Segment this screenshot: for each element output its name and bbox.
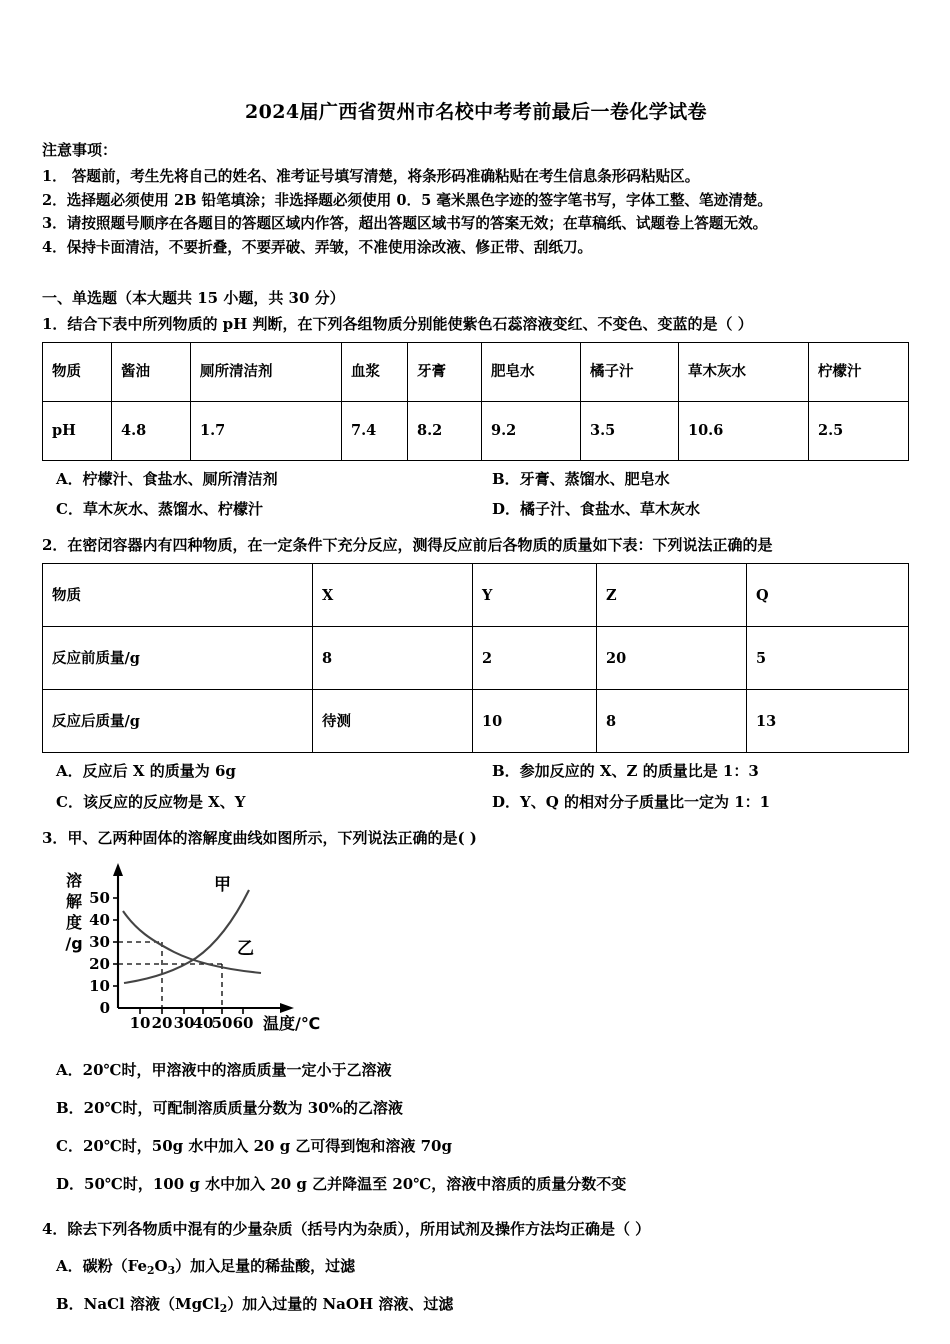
table-cell: 8	[597, 690, 747, 753]
table-row	[43, 401, 909, 460]
question-1-option-a[interactable]: A．柠檬汁、食盐水、厕所清洁剂	[56, 469, 278, 488]
chart-ylabel	[65, 871, 83, 953]
x-tick-60: 60	[232, 1013, 254, 1032]
chart-y-tick-labels	[89, 889, 110, 1017]
question-2-options-row-2	[42, 790, 910, 814]
question-3-option-c[interactable]: C．20℃时，50g 水中加入 20 g 乙可得到饱和溶液 70g	[56, 1136, 452, 1155]
svg-text:/g: /g	[65, 933, 83, 953]
question-2-options-row-1	[42, 759, 910, 783]
question-1-option-c[interactable]: C．草木灰水、蒸馏水、柠檬汁	[56, 500, 263, 519]
table-cell: pH	[43, 401, 112, 460]
notice-item-3: 3．请按照题号顺序在各题目的答题区域内作答，超出答题区域书写的答案无效；在草稿纸、试题卷上答题无效。	[42, 215, 768, 233]
table-header-cell: 肥皂水	[482, 342, 581, 401]
y-tick-20: 20	[89, 954, 110, 973]
table-cell: 2.5	[809, 401, 909, 460]
x-tick-40: 40	[192, 1013, 214, 1032]
table-header-cell: 橘子汁	[581, 342, 679, 401]
table-cell: 待测	[313, 690, 473, 753]
solubility-curve-figure	[56, 858, 386, 1033]
y-tick-30: 30	[89, 932, 110, 951]
y-tick-40: 40	[89, 910, 110, 929]
spacer	[42, 814, 910, 826]
question-2-option-a[interactable]: A．反应后 X 的质量为 6g	[56, 762, 236, 781]
spacer	[42, 1196, 910, 1203]
question-4-option-a[interactable]: A．碳粉$(Fe_2O_3)$加入足量的稀盐酸，过滤	[56, 1256, 356, 1277]
table-cell: 7.4	[342, 401, 408, 460]
question-1-options-row-1	[42, 467, 910, 491]
question-1-stem: 1．结合下表中所列物质的 pH 判断，在下列各组物质分别能使紫色石蕊溶液变红、不变色、变蓝的是（ ）	[42, 314, 753, 333]
table-cell: 10.6	[679, 401, 809, 460]
notice-heading: 注意事项：	[42, 140, 118, 159]
notice-item-2: 2．选择题必须使用 2B 铅笔填涂；非选择题必须使用 0．5 毫米黑色字迹的签字笔书写，字体工整、笔迹清楚。	[42, 191, 772, 209]
chart-xlabel: 温度/℃	[263, 1013, 321, 1033]
page-title: 2024届广西省贺州市名校中考考前最后一卷化学试卷	[245, 101, 707, 123]
x-tick-50: 50	[211, 1013, 233, 1032]
svg-text:度: 度	[65, 912, 83, 932]
question-2-option-d[interactable]: D．Y、Q 的相对分子质量比一定为 1：1	[492, 792, 771, 811]
table-header-cell: Q	[747, 564, 909, 627]
section-heading: 一、单选题（本大题共 15 小题，共 30 分）	[42, 288, 345, 307]
solubility-chart-svg	[56, 858, 386, 1033]
svg-text:溶: 溶	[65, 870, 83, 890]
table-cell: 20	[597, 627, 747, 690]
question-2-option-c[interactable]: C．该反应的反应物是 X、Y	[56, 792, 246, 811]
y-tick-0: 0	[99, 998, 110, 1017]
table-cell: 反应前质量/g	[43, 627, 313, 690]
table-row	[43, 342, 909, 401]
x-tick-10: 10	[129, 1013, 151, 1032]
question-3-option-d[interactable]: D．50℃时，100 g 水中加入 20 g 乙并降温至 20℃，溶液中溶质的质量分数不变	[56, 1174, 627, 1193]
table-header-cell: 柠檬汁	[809, 342, 909, 401]
table-header-cell: 酱油	[112, 342, 191, 401]
chart-dashed-guides	[118, 942, 222, 1008]
table-row	[43, 564, 909, 627]
table-cell: 3.5	[581, 401, 679, 460]
table-cell: 2	[473, 627, 597, 690]
table-cell: 反应后质量/g	[43, 690, 313, 753]
question-3-option-a[interactable]: A．20℃时，甲溶液中的溶质质量一定小于乙溶液	[56, 1060, 392, 1079]
svg-text:解: 解	[65, 891, 83, 911]
x-tick-20: 20	[151, 1013, 173, 1032]
notice-item-4: 4．保持卡面清洁，不要折叠，不要弄破、弄皱，不准使用涂改液、修正带、刮纸刀。	[42, 239, 593, 257]
question-2-stem: 2．在密闭容器内有四种物质，在一定条件下充分反应，测得反应前后各物质的质量如下表：下列说法正确的是	[42, 536, 773, 555]
question-2-table	[42, 563, 909, 753]
table-cell: 4.8	[112, 401, 191, 460]
question-1-table	[42, 342, 909, 461]
question-1-options-row-2	[42, 497, 910, 521]
table-cell: 5	[747, 627, 909, 690]
question-3-option-b[interactable]: B．20℃时，可配制溶质质量分数为 30%的乙溶液	[56, 1098, 403, 1117]
table-cell: 8	[313, 627, 473, 690]
table-cell: 8.2	[408, 401, 482, 460]
table-header-cell: 牙膏	[408, 342, 482, 401]
spacer	[42, 521, 910, 533]
question-2-option-b[interactable]: B．参加反应的 X、Z 的质量比是 1：3	[492, 762, 759, 781]
table-header-cell: 血浆	[342, 342, 408, 401]
notice-item-1: 1． 答题前，考生先将自己的姓名、准考证号填写清楚，将条形码准确粘贴在考生信息条形码粘贴区。	[42, 168, 700, 186]
question-4-stem: 4．除去下列各物质中混有的少量杂质（括号内为杂质），所用试剂及操作方法均正确是（ ）	[42, 1219, 651, 1238]
y-tick-50: 50	[89, 888, 110, 907]
curve-label-yi: 乙	[237, 938, 254, 959]
spacer	[42, 1037, 910, 1044]
table-cell: 10	[473, 690, 597, 753]
y-tick-10: 10	[89, 976, 110, 995]
table-header-cell: 厕所清洁剂	[191, 342, 342, 401]
table-header-cell: 草木灰水	[679, 342, 809, 401]
table-header-cell: Y	[473, 564, 597, 627]
chart-x-tick-labels	[130, 1014, 254, 1032]
table-header-cell: X	[313, 564, 473, 627]
chart-axes	[113, 863, 294, 1013]
table-cell: 9.2	[482, 401, 581, 460]
curve-label-jia: 甲	[214, 874, 231, 895]
question-3-stem: 3．甲、乙两种固体的溶解度曲线如图所示，下列说法正确的是( )	[42, 828, 477, 847]
table-cell: 13	[747, 690, 909, 753]
x-tick-30: 30	[173, 1013, 195, 1032]
table-row	[43, 627, 909, 690]
table-header-cell: Z	[597, 564, 747, 627]
table-header-cell: 物质	[43, 342, 112, 401]
question-1-option-d[interactable]: D．橘子汁、食盐水、草木灰水	[492, 500, 701, 519]
question-4-option-b[interactable]: B．NaCl 溶液（MgCl$_2$）加入过量的 NaOH 溶液、过滤	[56, 1295, 454, 1316]
table-cell: 1.7	[191, 401, 342, 460]
table-row	[43, 690, 909, 753]
spacer	[42, 260, 910, 286]
table-header-cell: 物质	[43, 564, 313, 627]
question-1-option-b[interactable]: B．牙膏、蒸馏水、肥皂水	[492, 469, 670, 488]
